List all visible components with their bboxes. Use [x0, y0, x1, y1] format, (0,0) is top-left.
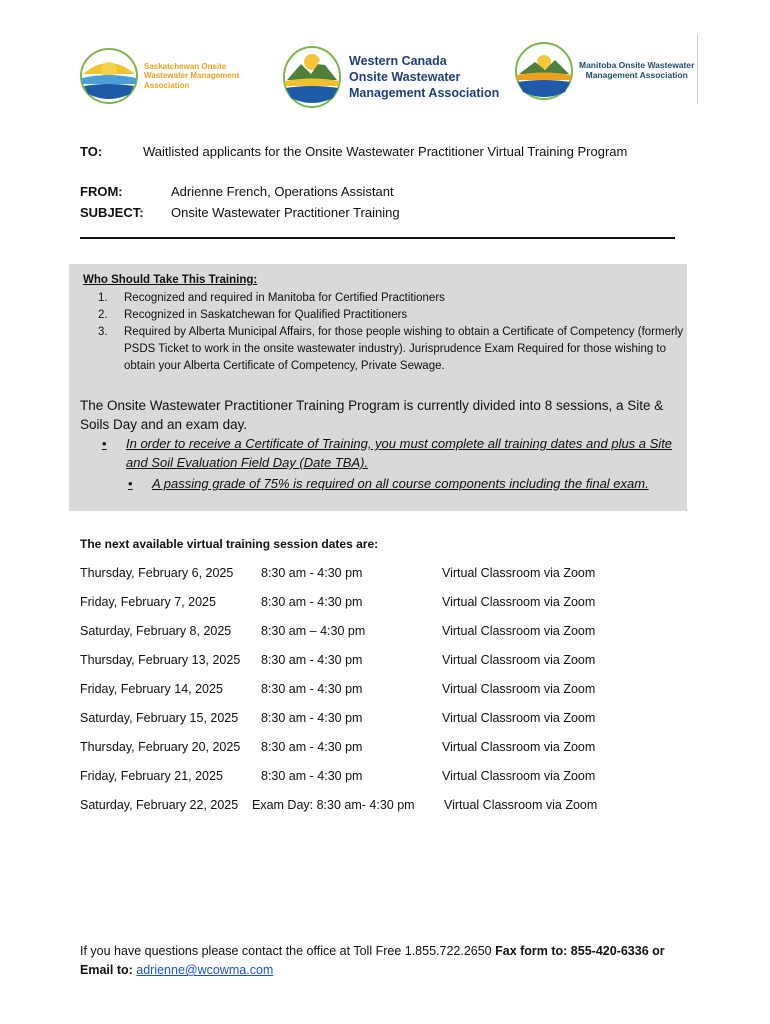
session-time: 8:30 am - 4:30 pm — [261, 595, 363, 609]
table-row — [80, 624, 700, 644]
sask-logo-line-1: Saskatchewan Onsite — [144, 62, 227, 72]
western-logo-icon — [283, 46, 341, 108]
sask-association-logo — [80, 48, 254, 104]
session-time: Exam Day: 8:30 am- 4:30 pm — [252, 798, 415, 812]
session-location: Virtual Classroom via Zoom — [442, 653, 596, 667]
session-time: 8:30 am - 4:30 pm — [261, 653, 363, 667]
sask-logo-line-2: Wastewater Management — [144, 71, 240, 81]
session-date: Thursday, February 20, 2025 — [80, 740, 241, 754]
western-logo-line-1: Western Canada — [349, 53, 447, 68]
western-logo-line-2: Onsite Wastewater — [349, 69, 461, 84]
subject-label: SUBJECT: — [80, 205, 144, 220]
table-row — [80, 798, 700, 818]
header-rule — [80, 237, 675, 239]
session-location: Virtual Classroom via Zoom — [442, 769, 596, 783]
session-time: 8:30 am - 4:30 pm — [261, 740, 363, 754]
session-time: 8:30 am – 4:30 pm — [261, 624, 366, 638]
contact-footer — [80, 942, 700, 980]
session-time: 8:30 am - 4:30 pm — [261, 711, 363, 725]
subject-value: Onsite Wastewater Practitioner Training — [171, 205, 400, 220]
list-item — [98, 324, 688, 375]
email-link[interactable]: adrienne@wcowma.com — [136, 963, 274, 977]
session-date: Thursday, February 6, 2025 — [80, 566, 234, 580]
passing-grade-text: A passing grade of 75% is required on all course components including the final exam. — [152, 476, 649, 491]
bullet-icon: • — [102, 436, 107, 451]
session-date: Friday, February 14, 2025 — [80, 682, 223, 696]
manitoba-logo-line-2: Management Association — [585, 70, 688, 80]
certificate-requirement-text: In order to receive a Certificate of Training, you must complete all training dates and plus a Site and Soil Evaluation Field Day (Date TBA). — [126, 436, 673, 470]
eligibility-list — [98, 290, 688, 375]
list-item-text: Recognized and required in Manitoba for Certified Practitioners — [124, 292, 445, 304]
list-item-text: Required by Alberta Municipal Affairs, for those people wishing to obtain a Certificate of Competency (formerly PSDS Ticket to work in the onsite wastewater industry). Jurisprudence Exam Required for those wishing to obtain your Alberta Certificate of Competency, Private Sewage. — [124, 326, 684, 372]
session-location: Virtual Classroom via Zoom — [444, 798, 598, 812]
manitoba-association-logo — [515, 42, 694, 100]
table-row — [80, 653, 700, 673]
passing-grade-requirement — [128, 474, 688, 493]
western-logo-line-3: Management Association — [349, 86, 500, 101]
table-row — [80, 595, 700, 615]
manitoba-logo-line-1: Manitoba Onsite Wastewater — [579, 60, 695, 71]
table-row — [80, 566, 700, 586]
list-item-number: 3. — [98, 326, 108, 338]
session-date: Saturday, February 22, 2025 — [80, 798, 239, 812]
session-date: Saturday, February 8, 2025 — [80, 624, 232, 638]
manitoba-logo-icon — [515, 42, 573, 100]
from-value: Adrienne French, Operations Assistant — [171, 184, 394, 199]
list-item — [98, 307, 688, 324]
list-item-number: 2. — [98, 309, 108, 321]
session-date: Saturday, February 15, 2025 — [80, 711, 239, 725]
session-time: 8:30 am - 4:30 pm — [261, 566, 363, 580]
list-item-text: Recognized in Saskatchewan for Qualified Practitioners — [124, 309, 408, 321]
table-row — [80, 711, 700, 731]
session-date: Friday, February 21, 2025 — [80, 769, 223, 783]
table-row — [80, 769, 700, 789]
session-date: Thursday, February 13, 2025 — [80, 653, 241, 667]
sask-logo-icon — [80, 48, 138, 104]
session-location: Virtual Classroom via Zoom — [442, 682, 596, 696]
session-location: Virtual Classroom via Zoom — [442, 711, 596, 725]
schedule-heading: The next available virtual training session dates are: — [80, 537, 379, 551]
session-location: Virtual Classroom via Zoom — [442, 595, 596, 609]
program-description: The Onsite Wastewater Practitioner Training Program is currently divided into 8 sessions, a Site & Soils Day and an exam day. — [80, 398, 664, 432]
table-row — [80, 682, 700, 702]
bullet-icon: • — [128, 476, 133, 491]
table-row — [80, 740, 700, 760]
contact-text: If you have questions please contact the office at Toll Free 1.855.722.2650 — [80, 944, 496, 958]
from-label: FROM: — [80, 184, 123, 199]
session-location: Virtual Classroom via Zoom — [442, 740, 596, 754]
email-label: Email to: — [80, 963, 137, 977]
certificate-requirement — [102, 434, 687, 472]
western-canada-logo — [283, 46, 499, 108]
header-divider — [697, 34, 698, 104]
to-label: TO: — [80, 144, 103, 159]
sask-logo-line-3: Association — [144, 80, 190, 90]
session-location: Virtual Classroom via Zoom — [442, 566, 596, 580]
fax-text: Fax form to: 855-420-6336 or — [495, 944, 665, 958]
session-date: Friday, February 7, 2025 — [80, 595, 216, 609]
session-time: 8:30 am - 4:30 pm — [261, 769, 363, 783]
to-value: Waitlisted applicants for the Onsite Wastewater Practitioner Virtual Training Program — [143, 144, 628, 159]
list-item — [98, 290, 688, 307]
who-should-take-title: Who Should Take This Training: — [83, 274, 258, 286]
session-time: 8:30 am - 4:30 pm — [261, 682, 363, 696]
list-item-number: 1. — [98, 292, 108, 304]
session-location: Virtual Classroom via Zoom — [442, 624, 596, 638]
